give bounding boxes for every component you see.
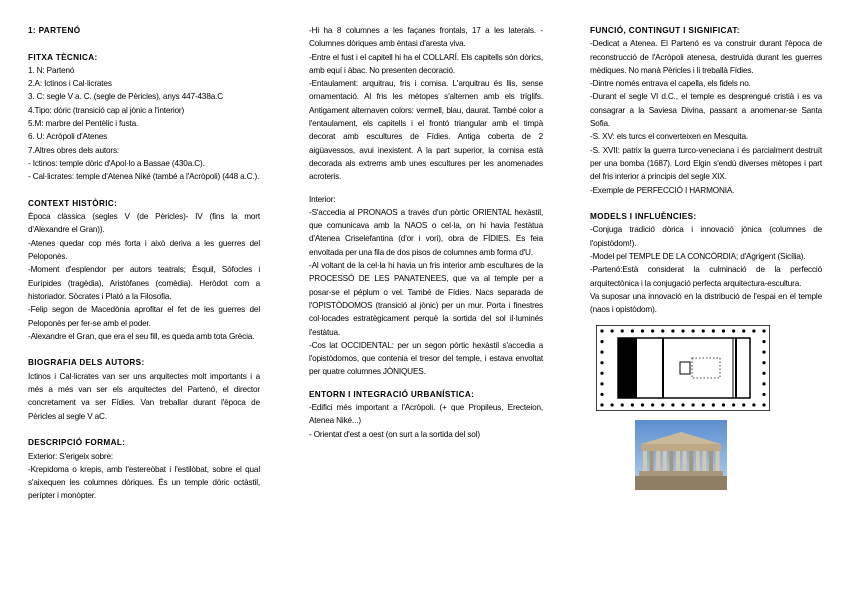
fitxa-line: - Cal·licrates: temple d'Atenea Niké (també a l'Acròpoli) (448 a.C.). [28,172,260,182]
funcio-paragraph: -Durant el segle VI d.C., el temple es desprengué cristià i es va consagrar a la Saviesa Divina, passant a anomenar-se Santa Sofia. [590,92,822,129]
funcio-paragraph: -Exemple de PERFECCIÓ I HARMONIA. [590,185,735,195]
context-paragraph: -Alexandre el Gran, que era el seu fill, es queda amb tota Grècia. [28,331,255,341]
entorn-paragraph: - Orientat d'est a oest (on surt a la sortida del sol) [309,429,480,439]
fitxa-line: 3. C: segle V a. C. (segle de Pèricles), anys 447-438a.C [28,92,224,102]
formal-paragraph: -Krepidoma o krepis, amb l'estereòbat i l'estilòbat, sobre el qual s'aixequen les columnes dòriques. És un temple dòric octàstil, perípter i monòpter. [28,464,260,501]
fitxa-line: 7.Altres obres dels autors: [28,145,120,155]
funcio-paragraph: -S. XVII: patrix la guerra turco-veneciana i és parcialment destruït per una bomba (1687). Lord Elgin s'endú diverses mètopes i part del fris interior a principis del segle XIX. [590,145,822,182]
fitxa-heading: FITXA TÈCNICA: [28,52,98,62]
fitxa-line: 2.A: Ictinos i Cal·licrates [28,79,112,89]
fitxa-line: 4.Tipo: dòric (transició cap al jònic a l'interior) [28,105,185,115]
exterior-paragraph: -Hi ha 8 columnes a les façanes frontals, 17 a les laterals. -Columnes dòriques amb èntasi d'aresta viva. [309,26,543,49]
fitxa-line: - Ictinos: temple dòric d'Apol·lo a Bassae (430a.C). [28,158,205,168]
interior-paragraph: -S'accedia al PRONAOS a través d'un pòrtic ORIENTAL hexàstil, que comunicava amb la NAOS o cel·la, on hi havia l'estàtua d'Atenea Criselefantina (d'or i vori), obra de FÍDIES. Es feia envoltada per una fila de dos pisos de columnes amb forma d'U. [309,207,543,257]
funcio-paragraph: -S. XV: els turcs el converteixen en Mesquita. [590,132,748,142]
context-paragraph: -Felip segon de Macedònia aprofitar el fet de les guerres del Peloponès per fer-se amb el poder. [28,305,260,328]
entorn-paragraph: -Edifici més important a l'Acròpoli. (+ que Propileus, Erecteion, Atenea Niké...) [309,403,543,426]
formal-paragraph: Exterior: S'erigeix sobre: [28,451,114,461]
context-paragraph: Època clàssica (segles V (de Pèricles)- IV (fins la mort d'Alexandre el Gran)). [28,212,260,235]
entorn-heading: ENTORN I INTEGRACIÓ URBANÍSTICA: [309,389,475,399]
models-paragraph: -Model pel TEMPLE DE LA CONCÒRDIA; d'Agrigent (Sicília). [590,252,806,262]
parthenon-floor-plan [596,325,770,411]
context-paragraph: -Atenes quedar cop més forta i això deriva a les guerres del Peloponès. [28,238,260,262]
models-paragraph: Va suposar una innovació en la distribució de l'espai en el temple (naos i opistòdom). [590,291,822,315]
funcio-paragraph: -Dintre només entrava el capella, els fidels no. [590,79,751,89]
interior-paragraph: -Cos lat OCCIDENTAL: per un segon pòrtic hexàstil s'accedia a l'opistòdomos, que contenia el tresor del temple, i estava envoltat per quatre columnes JÒNIQUES. [309,340,543,377]
document-title: 1: PARTENÓ [28,26,81,35]
formal-heading: DESCRIPCIÓ FORMAL: [28,438,126,448]
column-3 [590,24,822,490]
parthenon-photo [635,420,727,490]
exterior-paragraph: -Entre el fust i el capitell hi ha el COLLARÍ. Els capitells són dòrics, amb equí i àbac. No presenten decoració. [309,52,543,75]
models-heading: MODELS I INFLUÈNCIES: [590,212,697,222]
column-2 [309,24,543,441]
models-paragraph: -Partenó:Està considerat la culminació de la perfecció arquitectònica i la conjugació perfecta arquitectura-escultura. [590,265,822,288]
fitxa-line: 1. N: Partenó [28,65,75,75]
bio-heading: BIOGRAFIA DELS AUTORS: [28,358,145,368]
fitxa-line: 5.M: marbre del Pentèlic i fusta. [28,119,139,129]
context-paragraph: -Moment d'esplendor per autors teatrals; Èsquil, Sòfocles i Eurípides (tragèdia), Aristòfanes (comèdia). Heròdot com a historiador. Sòcrates i Plató a la Filosofia. [28,265,260,301]
exterior-paragraph: -Entaulament: arquitrau, fris i cornisa. L'arquitrau és llis, sense ornamentació. Al fris les mètopes s'alternen amb els tríglifs. Antigament alternaven colors: vermell, blau, daurat. També color a l'entaulament, els capitells i el frontó triangular amb el timpà decorat amb escultures de Fídies. Antiga coberta de 2 aigüavessos, avui inexistent. A la part superior, la cornisa està decorada als extrems amb unes escultures per les anomenades acroteris. [309,79,543,182]
funcio-paragraph: -Dedicat a Atenea. El Partenó es va construir durant l'època de reconstrucció de l'Acròpoli atenesa, destruïda durant les guerres mèdiques. No manà Pèricles i li treballà Fídies. [590,39,822,75]
interior-paragraph: -Al voltant de la cel·la hi havia un fris interior amb escultures de la PROCESSÓ DE LES PANATENEES, que va al temple per a posar-se el péplum o vel. També de Fídies. Nacs separada de l'OPISTÒDOMOS (transició al jònic) per un mur. Porta i finestres col·locades estratègicament perquè la sortida del sol il·luminés l'estàtua. [309,261,543,337]
funcio-heading: FUNCIÓ, CONTINGUT I SIGNIFICAT: [590,26,740,35]
bio-paragraph: Ictinos i Cal·licrates van ser uns arquitectes molt importants i a més a més van ser els arquitectes del Partenó, el director concretament va ser Fídies. Van treballar durant l'època de Pèricles al segle V aC. [28,371,260,421]
column-1 [28,24,260,503]
interior-heading: Interior: [309,194,336,204]
context-heading: CONTEXT HISTÒRIC: [28,198,118,208]
models-paragraph: -Conjuga tradició dòrica i innovació jònica (columnes de l'opistòdom!). [590,225,822,248]
fitxa-line: 6. U: Acròpoli d'Atenes [28,132,108,142]
